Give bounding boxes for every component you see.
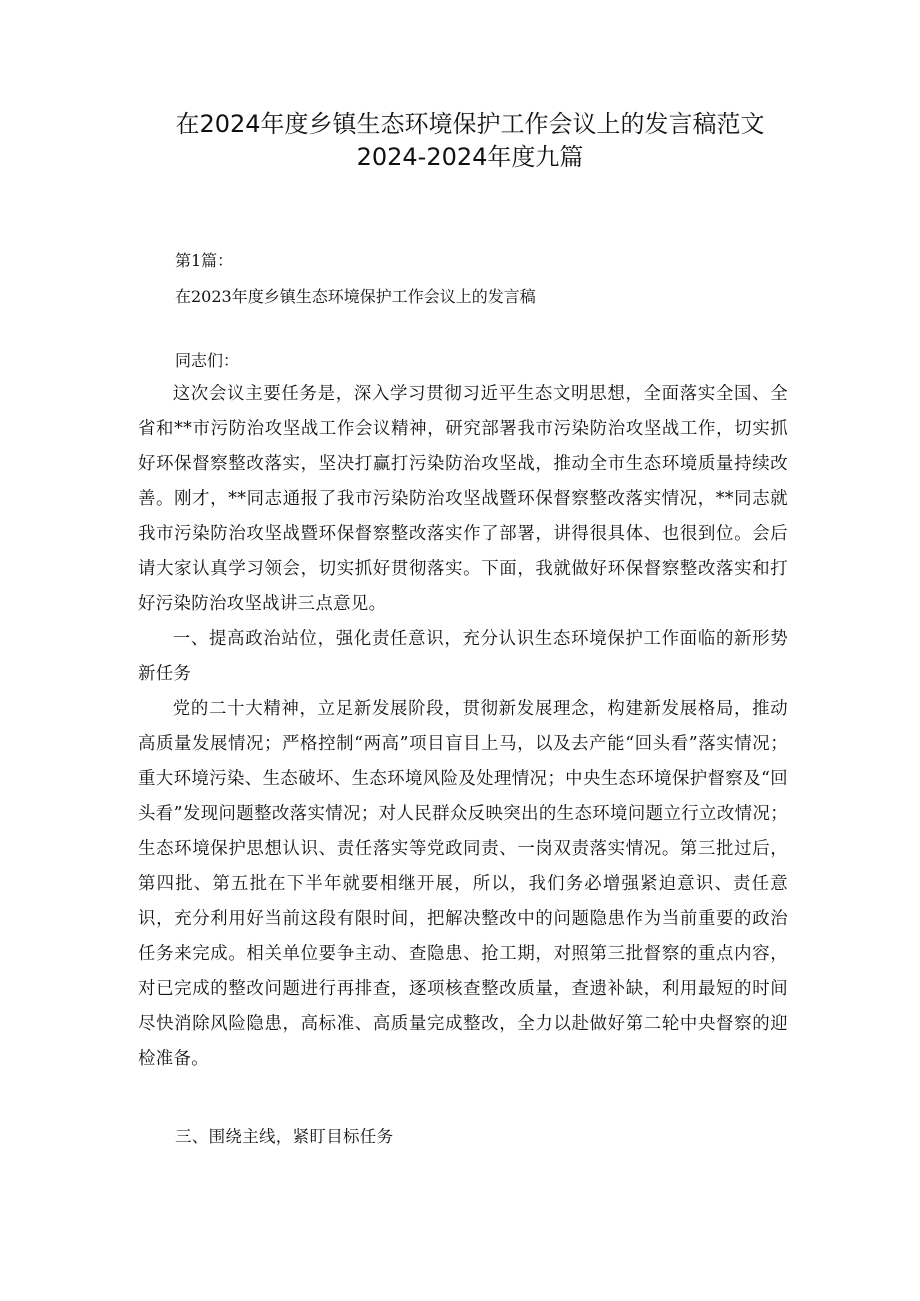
speech-subtitle: 在2023年度乡镇生态环境保护工作会议上的发言稿 [175,287,536,306]
body-paragraph-2: 党的二十大精神，立足新发展阶段，贯彻新发展理念，构建新发展格局，推动高质量发展情况；严格控制“两高”项目盲目上马，以及去产能“回头看”落实情况；重大环境污染、生态破坏、生态环境风险及处理情况；中央生态环境保护督察及“回头看”发现问题整改落实情况；对人民群众反映突出的生态环境问题立行立改情况；生态环境保护思想认识、责任落实等党政同责、一岗双责落实情况。第三批过后，第四批、第五批在下半年就要相继开展，所以，我们务必增强紧迫意识、责任意识，充分利用好当前这段有限时间，把解决整改中的问题隐患作为当前重要的政治任务来完成。相关单位要争主动、查隐患、抢工期，对照第三批督察的重点内容，对已完成的整改问题进行再排查，逐项核查整改质量，查遗补缺，利用最短的时间尽快消除风险隐患，高标准、高质量完成整改，全力以赴做好第二轮中央督察的迎检准备。 [138,699,788,1069]
section-heading-1: 一、提高政治站位，强化责任意识，充分认识生态环境保护工作面临的新形势新任务 [138,629,788,684]
body-paragraph-1: 这次会议主要任务是，深入学习贯彻习近平生态文明思想，全面落实全国、全省和**市污防治攻坚战工作会议精神，研究部署我市污染防治攻坚战工作，切实抓好环保督察整改落实，坚决打赢打污染防治攻坚战，推动全市生态环境质量持续改善。刚才，**同志通报了我市污染防治攻坚战暨环保督察整改落实情况，**同志就我市污染防治攻坚战暨环保督察整改落实作了部署，讲得很具体、也很到位。会后请大家认真学习领会，切实抓好贯彻落实。下面，我就做好环保督察整改落实和打好污染防治攻坚战讲三点意见。 [138,384,788,614]
salutation: 同志们： [175,351,240,370]
section-heading-3: 三、围绕主线，紧盯目标任务 [175,1127,394,1146]
section-label: 第1篇： [175,251,234,270]
title-line-1: 在2024年度乡镇生态环境保护工作会议上的发言稿范文 [175,110,765,138]
document-title [120,108,820,174]
title-line-2: 2024-2024年度九篇 [356,143,584,171]
